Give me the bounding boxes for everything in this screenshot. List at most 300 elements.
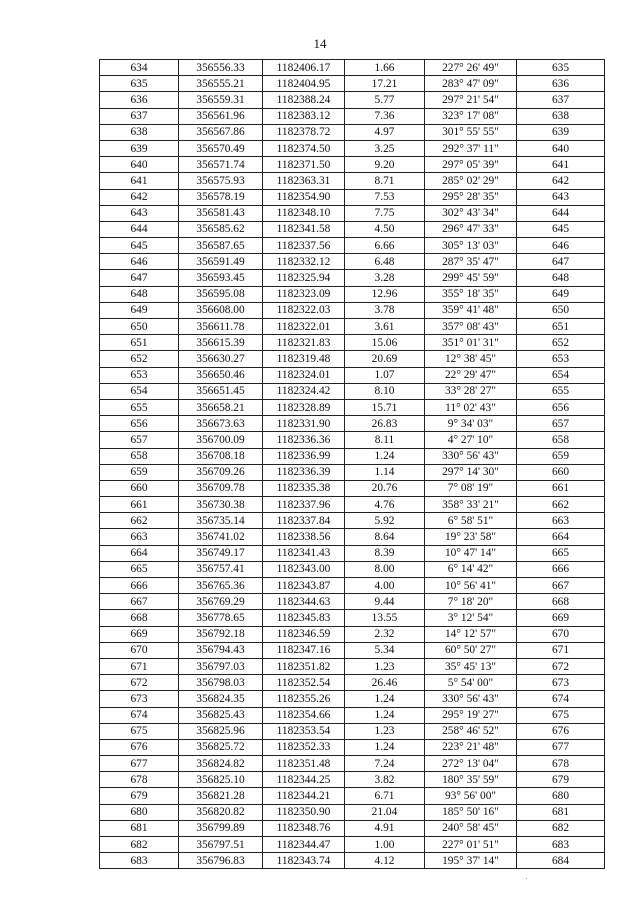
scan-speck — [526, 878, 527, 879]
next-point-cell: 654 — [517, 367, 605, 383]
bearing-cell: 285° 02' 29" — [425, 173, 517, 189]
distance-cell: 1.24 — [345, 707, 425, 723]
distance-cell: 3.25 — [345, 140, 425, 156]
point-number-cell: 646 — [100, 254, 179, 270]
next-point-cell: 638 — [517, 108, 605, 124]
distance-cell: 1.24 — [345, 691, 425, 707]
next-point-cell: 664 — [517, 529, 605, 545]
distance-cell: 5.92 — [345, 513, 425, 529]
next-point-cell: 639 — [517, 124, 605, 140]
y-coordinate-cell: 1182351.48 — [263, 756, 345, 772]
table-row — [100, 691, 605, 707]
bearing-cell: 359° 41' 48" — [425, 302, 517, 318]
x-coordinate-cell: 356559.31 — [179, 92, 263, 108]
next-point-cell: 647 — [517, 254, 605, 270]
x-coordinate-cell: 356769.29 — [179, 594, 263, 610]
point-number-cell: 653 — [100, 367, 179, 383]
table-row — [100, 432, 605, 448]
point-number-cell: 658 — [100, 448, 179, 464]
x-coordinate-cell: 356797.51 — [179, 837, 263, 853]
next-point-cell: 649 — [517, 286, 605, 302]
y-coordinate-cell: 1182322.03 — [263, 302, 345, 318]
next-point-cell: 674 — [517, 691, 605, 707]
bearing-cell: 12° 38' 45" — [425, 351, 517, 367]
distance-cell: 7.36 — [345, 108, 425, 124]
bearing-cell: 10° 47' 14" — [425, 545, 517, 561]
y-coordinate-cell: 1182378.72 — [263, 124, 345, 140]
next-point-cell: 680 — [517, 788, 605, 804]
table-row — [100, 707, 605, 723]
next-point-cell: 677 — [517, 739, 605, 755]
y-coordinate-cell: 1182347.16 — [263, 642, 345, 658]
x-coordinate-cell: 356796.83 — [179, 853, 263, 869]
bearing-cell: 302° 43' 34" — [425, 205, 517, 221]
x-coordinate-cell: 356658.21 — [179, 399, 263, 415]
distance-cell: 6.66 — [345, 238, 425, 254]
y-coordinate-cell: 1182346.59 — [263, 626, 345, 642]
x-coordinate-cell: 356824.35 — [179, 691, 263, 707]
point-number-cell: 660 — [100, 480, 179, 496]
table-row — [100, 173, 605, 189]
next-point-cell: 635 — [517, 60, 605, 76]
table-row — [100, 642, 605, 658]
next-point-cell: 644 — [517, 205, 605, 221]
point-number-cell: 682 — [100, 837, 179, 853]
bearing-cell: 227° 26' 49" — [425, 60, 517, 76]
bearing-cell: 351° 01' 31" — [425, 335, 517, 351]
distance-cell: 8.71 — [345, 173, 425, 189]
point-number-cell: 634 — [100, 60, 179, 76]
y-coordinate-cell: 1182350.90 — [263, 804, 345, 820]
y-coordinate-cell: 1182336.39 — [263, 464, 345, 480]
point-number-cell: 681 — [100, 820, 179, 836]
distance-cell: 26.46 — [345, 675, 425, 691]
distance-cell: 8.39 — [345, 545, 425, 561]
bearing-cell: 301° 55' 55" — [425, 124, 517, 140]
bearing-cell: 292° 37' 11" — [425, 140, 517, 156]
y-coordinate-cell: 1182353.54 — [263, 723, 345, 739]
y-coordinate-cell: 1182344.25 — [263, 772, 345, 788]
x-coordinate-cell: 356794.43 — [179, 642, 263, 658]
bearing-cell: 355° 18' 35" — [425, 286, 517, 302]
point-number-cell: 669 — [100, 626, 179, 642]
y-coordinate-cell: 1182332.12 — [263, 254, 345, 270]
x-coordinate-cell: 356709.78 — [179, 480, 263, 496]
point-number-cell: 676 — [100, 739, 179, 755]
table-row — [100, 448, 605, 464]
y-coordinate-cell: 1182335.38 — [263, 480, 345, 496]
x-coordinate-cell: 356799.89 — [179, 820, 263, 836]
distance-cell: 20.69 — [345, 351, 425, 367]
next-point-cell: 663 — [517, 513, 605, 529]
bearing-cell: 358° 33' 21" — [425, 497, 517, 513]
distance-cell: 5.34 — [345, 642, 425, 658]
distance-cell: 1.24 — [345, 739, 425, 755]
y-coordinate-cell: 1182331.90 — [263, 416, 345, 432]
table-row — [100, 335, 605, 351]
point-number-cell: 644 — [100, 221, 179, 237]
x-coordinate-cell: 356650.46 — [179, 367, 263, 383]
point-number-cell: 637 — [100, 108, 179, 124]
table-row — [100, 416, 605, 432]
bearing-cell: 297° 14' 30" — [425, 464, 517, 480]
x-coordinate-cell: 356749.17 — [179, 545, 263, 561]
y-coordinate-cell: 1182374.50 — [263, 140, 345, 156]
y-coordinate-cell: 1182341.58 — [263, 221, 345, 237]
y-coordinate-cell: 1182354.90 — [263, 189, 345, 205]
bearing-cell: 35° 45' 13" — [425, 658, 517, 674]
next-point-cell: 657 — [517, 416, 605, 432]
bearing-cell: 330° 56' 43" — [425, 691, 517, 707]
y-coordinate-cell: 1182363.31 — [263, 173, 345, 189]
next-point-cell: 668 — [517, 594, 605, 610]
next-point-cell: 665 — [517, 545, 605, 561]
x-coordinate-cell: 356778.65 — [179, 610, 263, 626]
point-number-cell: 677 — [100, 756, 179, 772]
distance-cell: 21.04 — [345, 804, 425, 820]
y-coordinate-cell: 1182322.01 — [263, 319, 345, 335]
y-coordinate-cell: 1182341.43 — [263, 545, 345, 561]
next-point-cell: 648 — [517, 270, 605, 286]
bearing-cell: 297° 05' 39" — [425, 157, 517, 173]
x-coordinate-cell: 356730.38 — [179, 497, 263, 513]
bearing-cell: 19° 23' 58" — [425, 529, 517, 545]
next-point-cell: 660 — [517, 464, 605, 480]
table-row — [100, 675, 605, 691]
bearing-cell: 283° 47' 09" — [425, 76, 517, 92]
next-point-cell: 676 — [517, 723, 605, 739]
table-row — [100, 513, 605, 529]
bearing-cell: 323° 17' 08" — [425, 108, 517, 124]
point-number-cell: 668 — [100, 610, 179, 626]
next-point-cell: 669 — [517, 610, 605, 626]
table-row — [100, 140, 605, 156]
point-number-cell: 670 — [100, 642, 179, 658]
table-row — [100, 76, 605, 92]
distance-cell: 6.48 — [345, 254, 425, 270]
y-coordinate-cell: 1182321.83 — [263, 335, 345, 351]
table-row — [100, 578, 605, 594]
page-number: 14 — [313, 36, 327, 51]
bearing-cell: 227° 01' 51" — [425, 837, 517, 853]
next-point-cell: 672 — [517, 658, 605, 674]
point-number-cell: 667 — [100, 594, 179, 610]
table-row — [100, 658, 605, 674]
x-coordinate-cell: 356797.03 — [179, 658, 263, 674]
x-coordinate-cell: 356825.72 — [179, 739, 263, 755]
distance-cell: 4.12 — [345, 853, 425, 869]
distance-cell: 1.24 — [345, 448, 425, 464]
bearing-cell: 357° 08' 43" — [425, 319, 517, 335]
distance-cell: 9.44 — [345, 594, 425, 610]
next-point-cell: 661 — [517, 480, 605, 496]
point-number-cell: 659 — [100, 464, 179, 480]
next-point-cell: 666 — [517, 561, 605, 577]
x-coordinate-cell: 356708.18 — [179, 448, 263, 464]
table-row — [100, 108, 605, 124]
point-number-cell: 647 — [100, 270, 179, 286]
bearing-cell: 5° 54' 00" — [425, 675, 517, 691]
point-number-cell: 640 — [100, 157, 179, 173]
table-row — [100, 772, 605, 788]
table-row — [100, 464, 605, 480]
y-coordinate-cell: 1182336.36 — [263, 432, 345, 448]
point-number-cell: 656 — [100, 416, 179, 432]
point-number-cell: 639 — [100, 140, 179, 156]
y-coordinate-cell: 1182338.56 — [263, 529, 345, 545]
distance-cell: 4.91 — [345, 820, 425, 836]
next-point-cell: 656 — [517, 399, 605, 415]
y-coordinate-cell: 1182355.26 — [263, 691, 345, 707]
y-coordinate-cell: 1182319.48 — [263, 351, 345, 367]
x-coordinate-cell: 356611.78 — [179, 319, 263, 335]
next-point-cell: 645 — [517, 221, 605, 237]
table-row — [100, 189, 605, 205]
coordinates-table-body — [100, 60, 605, 869]
x-coordinate-cell: 356578.19 — [179, 189, 263, 205]
point-number-cell: 650 — [100, 319, 179, 335]
distance-cell: 8.64 — [345, 529, 425, 545]
table-row — [100, 756, 605, 772]
table-row — [100, 804, 605, 820]
table-row — [100, 157, 605, 173]
next-point-cell: 646 — [517, 238, 605, 254]
table-row — [100, 480, 605, 496]
table-row — [100, 60, 605, 76]
x-coordinate-cell: 356561.96 — [179, 108, 263, 124]
table-row — [100, 221, 605, 237]
table-row — [100, 853, 605, 869]
distance-cell: 1.14 — [345, 464, 425, 480]
point-number-cell: 683 — [100, 853, 179, 869]
distance-cell: 1.66 — [345, 60, 425, 76]
bearing-cell: 272° 13' 04" — [425, 756, 517, 772]
table-row — [100, 399, 605, 415]
point-number-cell: 655 — [100, 399, 179, 415]
bearing-cell: 195° 37' 14" — [425, 853, 517, 869]
bearing-cell: 7° 18' 20" — [425, 594, 517, 610]
point-number-cell: 679 — [100, 788, 179, 804]
x-coordinate-cell: 356821.28 — [179, 788, 263, 804]
distance-cell: 4.76 — [345, 497, 425, 513]
table-row — [100, 205, 605, 221]
distance-cell: 15.71 — [345, 399, 425, 415]
x-coordinate-cell: 356595.08 — [179, 286, 263, 302]
distance-cell: 13.55 — [345, 610, 425, 626]
bearing-cell: 33° 28' 27" — [425, 383, 517, 399]
distance-cell: 3.82 — [345, 772, 425, 788]
x-coordinate-cell: 356556.33 — [179, 60, 263, 76]
table-row — [100, 545, 605, 561]
next-point-cell: 655 — [517, 383, 605, 399]
distance-cell: 3.78 — [345, 302, 425, 318]
table-row — [100, 92, 605, 108]
coordinates-table — [99, 59, 605, 869]
next-point-cell: 678 — [517, 756, 605, 772]
y-coordinate-cell: 1182325.94 — [263, 270, 345, 286]
point-number-cell: 661 — [100, 497, 179, 513]
point-number-cell: 662 — [100, 513, 179, 529]
table-row — [100, 529, 605, 545]
point-number-cell: 664 — [100, 545, 179, 561]
table-row — [100, 319, 605, 335]
x-coordinate-cell: 356555.21 — [179, 76, 263, 92]
next-point-cell: 667 — [517, 578, 605, 594]
distance-cell: 1.23 — [345, 723, 425, 739]
y-coordinate-cell: 1182343.74 — [263, 853, 345, 869]
x-coordinate-cell: 356765.36 — [179, 578, 263, 594]
distance-cell: 15.06 — [345, 335, 425, 351]
point-number-cell: 663 — [100, 529, 179, 545]
point-number-cell: 665 — [100, 561, 179, 577]
table-row — [100, 124, 605, 140]
distance-cell: 7.53 — [345, 189, 425, 205]
x-coordinate-cell: 356820.82 — [179, 804, 263, 820]
point-number-cell: 657 — [100, 432, 179, 448]
table-row — [100, 238, 605, 254]
table-row — [100, 788, 605, 804]
bearing-cell: 9° 34' 03" — [425, 416, 517, 432]
next-point-cell: 641 — [517, 157, 605, 173]
next-point-cell: 658 — [517, 432, 605, 448]
y-coordinate-cell: 1182343.00 — [263, 561, 345, 577]
x-coordinate-cell: 356615.39 — [179, 335, 263, 351]
y-coordinate-cell: 1182344.21 — [263, 788, 345, 804]
table-row — [100, 837, 605, 853]
table-row — [100, 254, 605, 270]
y-coordinate-cell: 1182348.10 — [263, 205, 345, 221]
distance-cell: 3.28 — [345, 270, 425, 286]
point-number-cell: 636 — [100, 92, 179, 108]
y-coordinate-cell: 1182324.42 — [263, 383, 345, 399]
x-coordinate-cell: 356825.43 — [179, 707, 263, 723]
y-coordinate-cell: 1182323.09 — [263, 286, 345, 302]
bearing-cell: 295° 19' 27" — [425, 707, 517, 723]
x-coordinate-cell: 356567.86 — [179, 124, 263, 140]
point-number-cell: 638 — [100, 124, 179, 140]
distance-cell: 3.61 — [345, 319, 425, 335]
point-number-cell: 641 — [100, 173, 179, 189]
next-point-cell: 673 — [517, 675, 605, 691]
next-point-cell: 652 — [517, 335, 605, 351]
y-coordinate-cell: 1182337.84 — [263, 513, 345, 529]
table-row — [100, 286, 605, 302]
distance-cell: 4.97 — [345, 124, 425, 140]
point-number-cell: 645 — [100, 238, 179, 254]
bearing-cell: 3° 12' 54" — [425, 610, 517, 626]
point-number-cell: 675 — [100, 723, 179, 739]
x-coordinate-cell: 356591.49 — [179, 254, 263, 270]
y-coordinate-cell: 1182383.12 — [263, 108, 345, 124]
distance-cell: 7.24 — [345, 756, 425, 772]
x-coordinate-cell: 356741.02 — [179, 529, 263, 545]
next-point-cell: 679 — [517, 772, 605, 788]
table-row — [100, 383, 605, 399]
x-coordinate-cell: 356673.63 — [179, 416, 263, 432]
distance-cell: 20.76 — [345, 480, 425, 496]
bearing-cell: 22° 29' 47" — [425, 367, 517, 383]
point-number-cell: 635 — [100, 76, 179, 92]
x-coordinate-cell: 356570.49 — [179, 140, 263, 156]
bearing-cell: 287° 35' 47" — [425, 254, 517, 270]
y-coordinate-cell: 1182344.63 — [263, 594, 345, 610]
distance-cell: 2.32 — [345, 626, 425, 642]
next-point-cell: 675 — [517, 707, 605, 723]
next-point-cell: 640 — [517, 140, 605, 156]
table-row — [100, 367, 605, 383]
distance-cell: 4.50 — [345, 221, 425, 237]
bearing-cell: 60° 50' 27" — [425, 642, 517, 658]
point-number-cell: 648 — [100, 286, 179, 302]
table-row — [100, 351, 605, 367]
x-coordinate-cell: 356825.96 — [179, 723, 263, 739]
next-point-cell: 643 — [517, 189, 605, 205]
x-coordinate-cell: 356792.18 — [179, 626, 263, 642]
bearing-cell: 6° 58' 51" — [425, 513, 517, 529]
table-row — [100, 270, 605, 286]
x-coordinate-cell: 356593.45 — [179, 270, 263, 286]
bearing-cell: 180° 35' 59" — [425, 772, 517, 788]
y-coordinate-cell: 1182348.76 — [263, 820, 345, 836]
bearing-cell: 223° 21' 48" — [425, 739, 517, 755]
bearing-cell: 6° 14' 42" — [425, 561, 517, 577]
y-coordinate-cell: 1182345.83 — [263, 610, 345, 626]
distance-cell: 12.96 — [345, 286, 425, 302]
bearing-cell: 7° 08' 19" — [425, 480, 517, 496]
table-row — [100, 561, 605, 577]
y-coordinate-cell: 1182351.82 — [263, 658, 345, 674]
distance-cell: 26.83 — [345, 416, 425, 432]
point-number-cell: 654 — [100, 383, 179, 399]
point-number-cell: 652 — [100, 351, 179, 367]
table-row — [100, 739, 605, 755]
y-coordinate-cell: 1182354.66 — [263, 707, 345, 723]
distance-cell: 4.00 — [345, 578, 425, 594]
distance-cell: 6.71 — [345, 788, 425, 804]
next-point-cell: 650 — [517, 302, 605, 318]
x-coordinate-cell: 356735.14 — [179, 513, 263, 529]
bearing-cell: 10° 56' 41" — [425, 578, 517, 594]
y-coordinate-cell: 1182328.89 — [263, 399, 345, 415]
table-row — [100, 594, 605, 610]
y-coordinate-cell: 1182337.56 — [263, 238, 345, 254]
table-row — [100, 820, 605, 836]
x-coordinate-cell: 356575.93 — [179, 173, 263, 189]
x-coordinate-cell: 356608.00 — [179, 302, 263, 318]
next-point-cell: 682 — [517, 820, 605, 836]
point-number-cell: 678 — [100, 772, 179, 788]
distance-cell: 7.75 — [345, 205, 425, 221]
next-point-cell: 637 — [517, 92, 605, 108]
point-number-cell: 680 — [100, 804, 179, 820]
bearing-cell: 4° 27' 10" — [425, 432, 517, 448]
next-point-cell: 683 — [517, 837, 605, 853]
distance-cell: 5.77 — [345, 92, 425, 108]
next-point-cell: 681 — [517, 804, 605, 820]
y-coordinate-cell: 1182406.17 — [263, 60, 345, 76]
distance-cell: 9.20 — [345, 157, 425, 173]
x-coordinate-cell: 356651.45 — [179, 383, 263, 399]
x-coordinate-cell: 356581.43 — [179, 205, 263, 221]
y-coordinate-cell: 1182343.87 — [263, 578, 345, 594]
table-row — [100, 610, 605, 626]
bearing-cell: 305° 13' 03" — [425, 238, 517, 254]
bearing-cell: 297° 21' 54" — [425, 92, 517, 108]
y-coordinate-cell: 1182344.47 — [263, 837, 345, 853]
next-point-cell: 651 — [517, 319, 605, 335]
next-point-cell: 671 — [517, 642, 605, 658]
y-coordinate-cell: 1182352.33 — [263, 739, 345, 755]
